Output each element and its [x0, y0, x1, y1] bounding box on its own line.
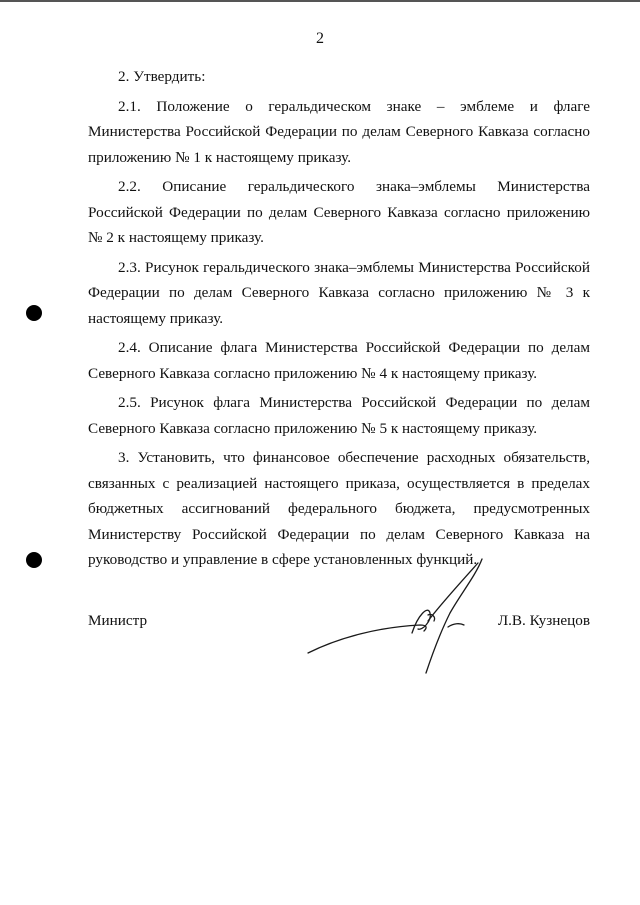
punch-hole-icon — [26, 305, 42, 321]
paragraph-2-4: 2.4. Описание флага Министерства Российской Федерации по делам Северного Кавказа согласно приложению № 4 к настоящему приказу. — [88, 339, 590, 382]
handwritten-signature-icon — [300, 555, 500, 680]
paragraph-approve: 2. Утвердить: — [118, 68, 206, 85]
document-body — [88, 64, 590, 573]
signer-title: Министр — [88, 612, 148, 629]
page-number: 2 — [316, 30, 324, 47]
signer-name: Л.В. Кузнецов — [497, 612, 590, 629]
top-edge-rule — [0, 0, 640, 2]
paragraph-2-1: 2.1. Положение о геральдическом знаке – эмблеме и флаге Министерства Российской Федерации по делам Северного Кавказа согласно приложению № 1 к настоящему приказу. — [88, 97, 590, 166]
paragraph-2-3: 2.3. Рисунок геральдического знака–эмблемы Министерства Российской Федерации по делам Северного Кавказа согласно приложению № 3 к настоящему приказу. — [88, 258, 590, 327]
paragraph-3: 3. Установить, что финансовое обеспечение расходных обязательств, связанных с реализацией настоящего приказа, осуществляется в пределах бюджетных ассигнований федерального бюджета, предусмотренных Министерству Российской Федерации по делам Северного Кавказа на руководство и управление в сфере установленных функций. — [88, 449, 590, 568]
paragraph-2-5: 2.5. Рисунок флага Министерства Российской Федерации по делам Северного Кавказа согласно приложению № 5 к настоящему приказу. — [88, 394, 590, 437]
paragraph-2-2: 2.2. Описание геральдического знака–эмблемы Министерства Российской Федерации по делам Северного Кавказа согласно приложению № 2 к настоящему приказу. — [88, 178, 590, 246]
punch-hole-icon — [26, 552, 42, 568]
